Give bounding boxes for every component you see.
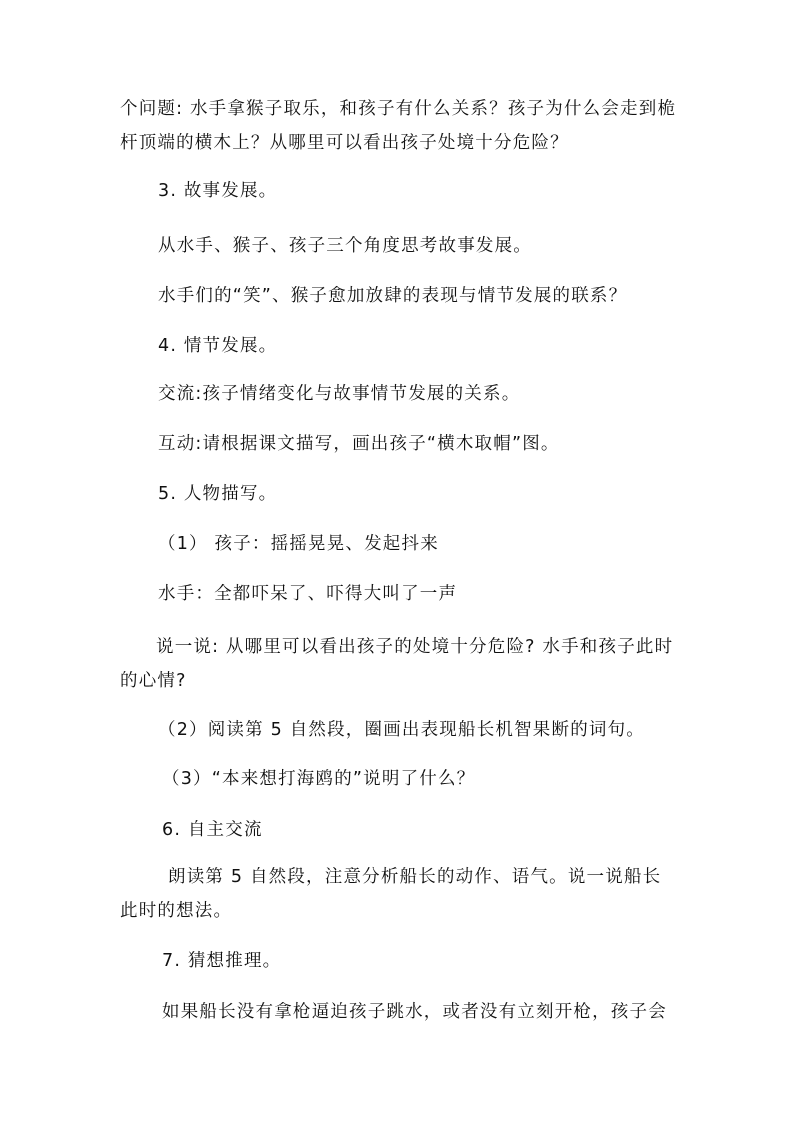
heading-independent-exchange: 6. 自主交流	[162, 820, 263, 840]
paragraph-seagull-question: （3）“本来想打海鸥的”说明了什么？	[162, 769, 476, 789]
paragraph-sailors-laugh: 水手们的“笑”、猴子愈加放肆的表现与情节发展的联系？	[158, 286, 628, 306]
heading-guess-reasoning: 7. 猜想推理。	[162, 951, 282, 971]
paragraph-read-aloud: 朗读第 5 自然段，注意分析船长的动作、语气。说一说船长此时的想法。	[120, 867, 662, 921]
heading-story-development: 3. 故事发展。	[158, 181, 278, 201]
paragraph-child-description: （1） 孩子：摇摇晃晃、发起抖来	[158, 534, 439, 554]
paragraph-discussion: 说一说: 从哪里可以看出孩子的处境十分危险? 水手和孩子此时的心情?	[120, 637, 674, 691]
paragraph-interaction: 互动:请根据课文描写，画出孩子“横木取帽”图。	[158, 434, 560, 454]
paragraph-questions: 个问题: 水手拿猴子取乐，和孩子有什么关系？孩子为什么会走到桅杆顶端的横木上？从哪里可以看出孩子处境十分危险？	[120, 99, 677, 153]
paragraph-exchange: 交流:孩子情绪变化与故事情节发展的关系。	[158, 384, 521, 404]
paragraph-sailor-description: 水手：全都吓呆了、吓得大叫了一声	[158, 584, 458, 604]
heading-plot-development: 4. 情节发展。	[158, 336, 278, 356]
paragraph-hypothesis: 如果船长没有拿枪逼迫孩子跳水，或者没有立刻开枪，孩子会	[162, 1002, 667, 1022]
heading-character-description: 5. 人物描写。	[158, 484, 278, 504]
paragraph-read-section-5: （2）阅读第 5 自然段，圈画出表现船长机智果断的词句。	[158, 720, 645, 740]
paragraph-three-perspectives: 从水手、猴子、孩子三个角度思考故事发展。	[158, 236, 532, 256]
